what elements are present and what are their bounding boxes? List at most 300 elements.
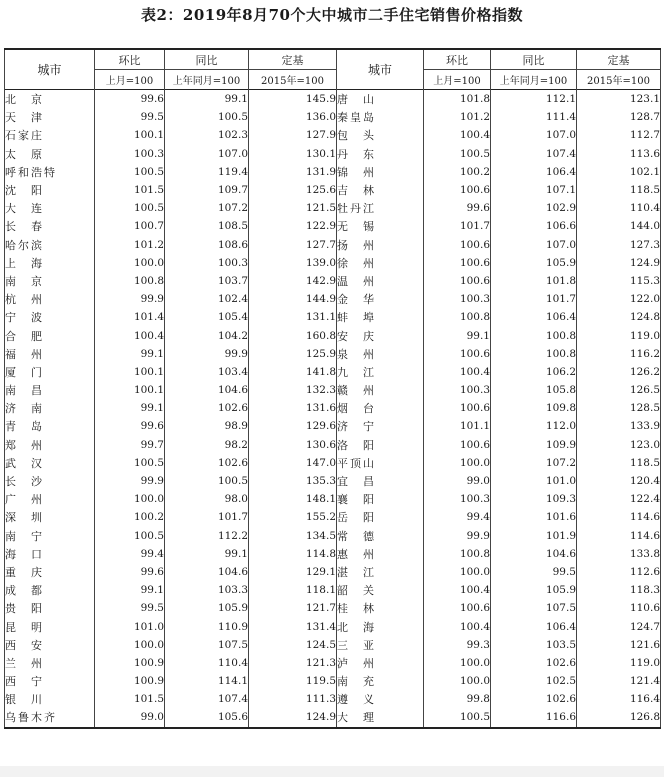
yoy-value-left: 101.7 xyxy=(165,508,249,526)
city-name-left: 兰 州 xyxy=(5,654,95,672)
header-base-sub-right: 2015年=100 xyxy=(577,70,661,90)
city-name-right: 平顶山 xyxy=(337,454,424,472)
table-row xyxy=(5,381,661,399)
base-value-left: 134.5 xyxy=(249,527,337,545)
yoy-value-left: 105.6 xyxy=(165,708,249,727)
table-row xyxy=(5,399,661,417)
table-row xyxy=(5,417,661,435)
city-name-right: 桂 林 xyxy=(337,599,424,617)
yoy-value-left: 103.4 xyxy=(165,363,249,381)
mom-value-left: 99.4 xyxy=(95,545,165,563)
base-value-right: 114.6 xyxy=(577,527,661,545)
city-name-left: 海 口 xyxy=(5,545,95,563)
mom-value-left: 100.1 xyxy=(95,363,165,381)
mom-value-left: 99.1 xyxy=(95,399,165,417)
city-name-right: 唐 山 xyxy=(337,90,424,109)
table-row xyxy=(5,490,661,508)
city-name-right: 温 州 xyxy=(337,272,424,290)
yoy-value-right: 102.6 xyxy=(491,690,577,708)
base-value-right: 124.7 xyxy=(577,617,661,635)
city-name-left: 北 京 xyxy=(5,90,95,109)
city-name-right: 韶 关 xyxy=(337,581,424,599)
table-row xyxy=(5,90,661,109)
yoy-value-right: 106.4 xyxy=(491,617,577,635)
yoy-value-left: 110.4 xyxy=(165,654,249,672)
mom-value-left: 100.7 xyxy=(95,217,165,235)
table-row xyxy=(5,545,661,563)
table-row xyxy=(5,472,661,490)
mom-value-left: 99.9 xyxy=(95,290,165,308)
table-row xyxy=(5,254,661,272)
city-name-left: 西 宁 xyxy=(5,672,95,690)
yoy-value-right: 102.6 xyxy=(491,654,577,672)
yoy-value-right: 101.6 xyxy=(491,508,577,526)
base-value-left: 124.5 xyxy=(249,636,337,654)
city-name-right: 烟 台 xyxy=(337,399,424,417)
mom-value-left: 100.4 xyxy=(95,326,165,344)
mom-value-right: 100.3 xyxy=(424,381,491,399)
base-value-right: 123.0 xyxy=(577,436,661,454)
table-row xyxy=(5,217,661,235)
table-row xyxy=(5,308,661,326)
yoy-value-left: 108.5 xyxy=(165,217,249,235)
mom-value-right: 101.2 xyxy=(424,108,491,126)
table-row xyxy=(5,145,661,163)
base-value-right: 118.5 xyxy=(577,181,661,199)
city-name-left: 武 汉 xyxy=(5,454,95,472)
base-value-right: 127.3 xyxy=(577,236,661,254)
table-row xyxy=(5,236,661,254)
yoy-value-left: 107.5 xyxy=(165,636,249,654)
header-yoy-sub-right: 上年同月=100 xyxy=(491,70,577,90)
table-row xyxy=(5,527,661,545)
mom-value-left: 100.5 xyxy=(95,454,165,472)
base-value-left: 144.9 xyxy=(249,290,337,308)
city-name-left: 石家庄 xyxy=(5,126,95,144)
base-value-left: 127.9 xyxy=(249,126,337,144)
table-row xyxy=(5,199,661,217)
city-name-left: 昆 明 xyxy=(5,617,95,635)
base-value-right: 102.1 xyxy=(577,163,661,181)
header-row-sub xyxy=(5,70,661,90)
base-value-left: 121.7 xyxy=(249,599,337,617)
table-row xyxy=(5,163,661,181)
city-name-left: 贵 阳 xyxy=(5,599,95,617)
base-value-right: 128.7 xyxy=(577,108,661,126)
yoy-value-right: 103.5 xyxy=(491,636,577,654)
header-mom-right: 环比 xyxy=(424,49,491,70)
yoy-value-left: 99.9 xyxy=(165,345,249,363)
table-body xyxy=(5,90,661,728)
mom-value-right: 100.6 xyxy=(424,436,491,454)
base-value-right: 116.4 xyxy=(577,690,661,708)
mom-value-right: 100.3 xyxy=(424,290,491,308)
header-city-right: 城市 xyxy=(337,49,424,90)
base-value-right: 122.0 xyxy=(577,290,661,308)
base-value-left: 155.2 xyxy=(249,508,337,526)
base-value-right: 133.8 xyxy=(577,545,661,563)
mom-value-right: 100.0 xyxy=(424,454,491,472)
mom-value-left: 100.0 xyxy=(95,254,165,272)
mom-value-left: 100.0 xyxy=(95,490,165,508)
table-row xyxy=(5,272,661,290)
base-value-right: 110.4 xyxy=(577,199,661,217)
mom-value-left: 99.1 xyxy=(95,345,165,363)
base-value-right: 124.8 xyxy=(577,308,661,326)
city-name-left: 长 沙 xyxy=(5,472,95,490)
mom-value-right: 100.0 xyxy=(424,654,491,672)
mom-value-left: 100.8 xyxy=(95,272,165,290)
city-name-right: 泉 州 xyxy=(337,345,424,363)
mom-value-left: 100.9 xyxy=(95,654,165,672)
mom-value-left: 100.1 xyxy=(95,381,165,399)
city-name-left: 上 海 xyxy=(5,254,95,272)
base-value-right: 118.5 xyxy=(577,454,661,472)
city-name-left: 沈 阳 xyxy=(5,181,95,199)
city-name-right: 南 充 xyxy=(337,672,424,690)
city-name-right: 襄 阳 xyxy=(337,490,424,508)
city-name-left: 南 昌 xyxy=(5,381,95,399)
base-value-right: 121.6 xyxy=(577,636,661,654)
yoy-value-left: 119.4 xyxy=(165,163,249,181)
city-name-left: 南 京 xyxy=(5,272,95,290)
base-value-right: 126.2 xyxy=(577,363,661,381)
table-row xyxy=(5,708,661,727)
mom-value-right: 100.4 xyxy=(424,363,491,381)
yoy-value-left: 99.1 xyxy=(165,90,249,109)
city-name-left: 大 连 xyxy=(5,199,95,217)
yoy-value-left: 109.7 xyxy=(165,181,249,199)
base-value-right: 119.0 xyxy=(577,654,661,672)
base-value-left: 131.4 xyxy=(249,617,337,635)
base-value-left: 111.3 xyxy=(249,690,337,708)
mom-value-left: 99.5 xyxy=(95,108,165,126)
table-row xyxy=(5,181,661,199)
mom-value-right: 101.8 xyxy=(424,90,491,109)
mom-value-left: 100.2 xyxy=(95,508,165,526)
base-value-right: 120.4 xyxy=(577,472,661,490)
header-base-sub-left: 2015年=100 xyxy=(249,70,337,90)
yoy-value-left: 104.6 xyxy=(165,563,249,581)
table-title: 表2：2019年8月70个大中城市二手住宅销售价格指数 xyxy=(141,6,523,24)
city-name-left: 重 庆 xyxy=(5,563,95,581)
table-row xyxy=(5,326,661,344)
mom-value-right: 100.8 xyxy=(424,308,491,326)
yoy-value-right: 111.4 xyxy=(491,108,577,126)
yoy-value-left: 102.6 xyxy=(165,454,249,472)
city-name-right: 包 头 xyxy=(337,126,424,144)
yoy-value-left: 105.9 xyxy=(165,599,249,617)
base-value-right: 112.6 xyxy=(577,563,661,581)
city-name-right: 惠 州 xyxy=(337,545,424,563)
yoy-value-left: 105.4 xyxy=(165,308,249,326)
base-value-left: 139.0 xyxy=(249,254,337,272)
yoy-value-right: 106.2 xyxy=(491,363,577,381)
city-name-right: 安 庆 xyxy=(337,326,424,344)
mom-value-left: 100.0 xyxy=(95,636,165,654)
base-value-left: 131.1 xyxy=(249,308,337,326)
city-name-left: 杭 州 xyxy=(5,290,95,308)
yoy-value-left: 100.5 xyxy=(165,472,249,490)
base-value-right: 112.7 xyxy=(577,126,661,144)
city-name-left: 郑 州 xyxy=(5,436,95,454)
header-yoy-sub-left: 上年同月=100 xyxy=(165,70,249,90)
city-name-right: 赣 州 xyxy=(337,381,424,399)
base-value-left: 131.9 xyxy=(249,163,337,181)
yoy-value-left: 102.6 xyxy=(165,399,249,417)
base-value-left: 147.0 xyxy=(249,454,337,472)
yoy-value-left: 108.6 xyxy=(165,236,249,254)
city-name-left: 南 宁 xyxy=(5,527,95,545)
header-row-main xyxy=(5,49,661,70)
base-value-right: 128.5 xyxy=(577,399,661,417)
city-name-right: 吉 林 xyxy=(337,181,424,199)
yoy-value-right: 107.2 xyxy=(491,454,577,472)
yoy-value-left: 98.9 xyxy=(165,417,249,435)
yoy-value-right: 106.4 xyxy=(491,163,577,181)
city-name-right: 遵 义 xyxy=(337,690,424,708)
mom-value-right: 99.4 xyxy=(424,508,491,526)
city-name-left: 深 圳 xyxy=(5,508,95,526)
yoy-value-right: 109.8 xyxy=(491,399,577,417)
header-city-left: 城市 xyxy=(5,49,95,90)
base-value-left: 129.1 xyxy=(249,563,337,581)
yoy-value-left: 103.3 xyxy=(165,581,249,599)
yoy-value-left: 104.6 xyxy=(165,381,249,399)
yoy-value-left: 102.4 xyxy=(165,290,249,308)
base-value-left: 121.5 xyxy=(249,199,337,217)
mom-value-right: 101.7 xyxy=(424,217,491,235)
table-row xyxy=(5,581,661,599)
header-base-left: 定基 xyxy=(249,49,337,70)
yoy-value-right: 109.3 xyxy=(491,490,577,508)
header-yoy-right: 同比 xyxy=(491,49,577,70)
base-value-right: 115.3 xyxy=(577,272,661,290)
yoy-value-left: 114.1 xyxy=(165,672,249,690)
mom-value-right: 100.6 xyxy=(424,399,491,417)
mom-value-right: 99.8 xyxy=(424,690,491,708)
city-name-right: 无 锡 xyxy=(337,217,424,235)
mom-value-right: 99.1 xyxy=(424,326,491,344)
mom-value-right: 99.9 xyxy=(424,527,491,545)
yoy-value-right: 99.5 xyxy=(491,563,577,581)
yoy-value-right: 102.9 xyxy=(491,199,577,217)
yoy-value-right: 109.9 xyxy=(491,436,577,454)
mom-value-left: 101.2 xyxy=(95,236,165,254)
city-name-right: 锦 州 xyxy=(337,163,424,181)
yoy-value-right: 101.7 xyxy=(491,290,577,308)
base-value-right: 144.0 xyxy=(577,217,661,235)
base-value-left: 119.5 xyxy=(249,672,337,690)
base-value-left: 129.6 xyxy=(249,417,337,435)
city-name-left: 济 南 xyxy=(5,399,95,417)
mom-value-left: 101.5 xyxy=(95,690,165,708)
city-name-left: 成 都 xyxy=(5,581,95,599)
city-name-right: 泸 州 xyxy=(337,654,424,672)
table-row xyxy=(5,672,661,690)
mom-value-right: 100.6 xyxy=(424,181,491,199)
table-row xyxy=(5,436,661,454)
city-name-left: 哈尔滨 xyxy=(5,236,95,254)
mom-value-left: 99.6 xyxy=(95,90,165,109)
mom-value-right: 100.6 xyxy=(424,272,491,290)
yoy-value-right: 112.0 xyxy=(491,417,577,435)
yoy-value-right: 100.8 xyxy=(491,326,577,344)
base-value-right: 110.6 xyxy=(577,599,661,617)
city-name-left: 太 原 xyxy=(5,145,95,163)
base-value-right: 123.1 xyxy=(577,90,661,109)
base-value-right: 116.2 xyxy=(577,345,661,363)
yoy-value-left: 102.3 xyxy=(165,126,249,144)
header-mom-left: 环比 xyxy=(95,49,165,70)
base-value-left: 114.8 xyxy=(249,545,337,563)
base-value-right: 119.0 xyxy=(577,326,661,344)
mom-value-left: 99.6 xyxy=(95,563,165,581)
table-row xyxy=(5,508,661,526)
base-value-left: 148.1 xyxy=(249,490,337,508)
mom-value-right: 100.6 xyxy=(424,236,491,254)
base-value-right: 114.6 xyxy=(577,508,661,526)
mom-value-right: 100.2 xyxy=(424,163,491,181)
yoy-value-right: 101.0 xyxy=(491,472,577,490)
base-value-right: 113.6 xyxy=(577,145,661,163)
mom-value-left: 100.5 xyxy=(95,527,165,545)
city-name-left: 乌鲁木齐 xyxy=(5,708,95,727)
yoy-value-right: 116.6 xyxy=(491,708,577,727)
mom-value-left: 99.7 xyxy=(95,436,165,454)
base-value-left: 130.1 xyxy=(249,145,337,163)
mom-value-right: 101.1 xyxy=(424,417,491,435)
yoy-value-right: 107.0 xyxy=(491,126,577,144)
mom-value-right: 100.4 xyxy=(424,581,491,599)
city-name-left: 福 州 xyxy=(5,345,95,363)
base-value-left: 125.6 xyxy=(249,181,337,199)
mom-value-left: 99.5 xyxy=(95,599,165,617)
yoy-value-left: 98.2 xyxy=(165,436,249,454)
header-mom-sub-right: 上月=100 xyxy=(424,70,491,90)
base-value-right: 133.9 xyxy=(577,417,661,435)
mom-value-left: 99.1 xyxy=(95,581,165,599)
mom-value-left: 100.5 xyxy=(95,199,165,217)
city-name-right: 丹 东 xyxy=(337,145,424,163)
page-bottom-band xyxy=(0,766,664,777)
city-name-right: 扬 州 xyxy=(337,236,424,254)
mom-value-left: 101.4 xyxy=(95,308,165,326)
base-value-right: 126.8 xyxy=(577,708,661,727)
base-value-left: 122.9 xyxy=(249,217,337,235)
city-name-right: 蚌 埠 xyxy=(337,308,424,326)
mom-value-right: 100.3 xyxy=(424,490,491,508)
base-value-left: 145.9 xyxy=(249,90,337,109)
table-row xyxy=(5,690,661,708)
yoy-value-left: 110.9 xyxy=(165,617,249,635)
base-value-left: 127.7 xyxy=(249,236,337,254)
city-name-left: 长 春 xyxy=(5,217,95,235)
yoy-value-left: 100.5 xyxy=(165,108,249,126)
yoy-value-right: 105.8 xyxy=(491,381,577,399)
base-value-left: 135.3 xyxy=(249,472,337,490)
city-name-right: 济 宁 xyxy=(337,417,424,435)
city-name-right: 常 德 xyxy=(337,527,424,545)
yoy-value-right: 100.8 xyxy=(491,345,577,363)
city-name-left: 银 川 xyxy=(5,690,95,708)
city-name-right: 金 华 xyxy=(337,290,424,308)
base-value-right: 118.3 xyxy=(577,581,661,599)
mom-value-left: 100.9 xyxy=(95,672,165,690)
base-value-left: 132.3 xyxy=(249,381,337,399)
header-yoy-left: 同比 xyxy=(165,49,249,70)
city-name-left: 西 安 xyxy=(5,636,95,654)
yoy-value-right: 107.4 xyxy=(491,145,577,163)
mom-value-right: 100.6 xyxy=(424,345,491,363)
mom-value-right: 99.3 xyxy=(424,636,491,654)
header-base-right: 定基 xyxy=(577,49,661,70)
price-index-table xyxy=(4,48,661,729)
base-value-left: 121.3 xyxy=(249,654,337,672)
mom-value-left: 99.9 xyxy=(95,472,165,490)
yoy-value-right: 107.5 xyxy=(491,599,577,617)
city-name-right: 宜 昌 xyxy=(337,472,424,490)
table-row xyxy=(5,108,661,126)
yoy-value-right: 104.6 xyxy=(491,545,577,563)
mom-value-right: 100.6 xyxy=(424,599,491,617)
base-value-left: 124.9 xyxy=(249,708,337,727)
base-value-left: 142.9 xyxy=(249,272,337,290)
base-value-right: 126.5 xyxy=(577,381,661,399)
base-value-right: 122.4 xyxy=(577,490,661,508)
mom-value-right: 100.6 xyxy=(424,254,491,272)
base-value-left: 130.6 xyxy=(249,436,337,454)
mom-value-right: 100.4 xyxy=(424,126,491,144)
mom-value-right: 100.4 xyxy=(424,617,491,635)
mom-value-left: 100.3 xyxy=(95,145,165,163)
base-value-left: 141.8 xyxy=(249,363,337,381)
yoy-value-left: 99.1 xyxy=(165,545,249,563)
mom-value-left: 100.5 xyxy=(95,163,165,181)
yoy-value-left: 100.3 xyxy=(165,254,249,272)
mom-value-right: 100.0 xyxy=(424,563,491,581)
city-name-left: 青 岛 xyxy=(5,417,95,435)
city-name-left: 合 肥 xyxy=(5,326,95,344)
table-row xyxy=(5,454,661,472)
table-row xyxy=(5,363,661,381)
mom-value-left: 101.5 xyxy=(95,181,165,199)
yoy-value-right: 101.8 xyxy=(491,272,577,290)
table-row xyxy=(5,654,661,672)
yoy-value-left: 103.7 xyxy=(165,272,249,290)
city-name-right: 岳 阳 xyxy=(337,508,424,526)
mom-value-right: 99.0 xyxy=(424,472,491,490)
city-name-right: 大 理 xyxy=(337,708,424,727)
yoy-value-right: 106.4 xyxy=(491,308,577,326)
base-value-left: 131.6 xyxy=(249,399,337,417)
table-row xyxy=(5,617,661,635)
mom-value-left: 101.0 xyxy=(95,617,165,635)
city-name-left: 呼和浩特 xyxy=(5,163,95,181)
city-name-left: 宁 波 xyxy=(5,308,95,326)
mom-value-left: 99.0 xyxy=(95,708,165,727)
yoy-value-right: 101.9 xyxy=(491,527,577,545)
table-row xyxy=(5,126,661,144)
mom-value-right: 100.0 xyxy=(424,672,491,690)
city-name-right: 洛 阳 xyxy=(337,436,424,454)
yoy-value-left: 107.0 xyxy=(165,145,249,163)
mom-value-right: 100.8 xyxy=(424,545,491,563)
yoy-value-right: 107.1 xyxy=(491,181,577,199)
yoy-value-left: 107.2 xyxy=(165,199,249,217)
yoy-value-right: 102.5 xyxy=(491,672,577,690)
base-value-left: 160.8 xyxy=(249,326,337,344)
